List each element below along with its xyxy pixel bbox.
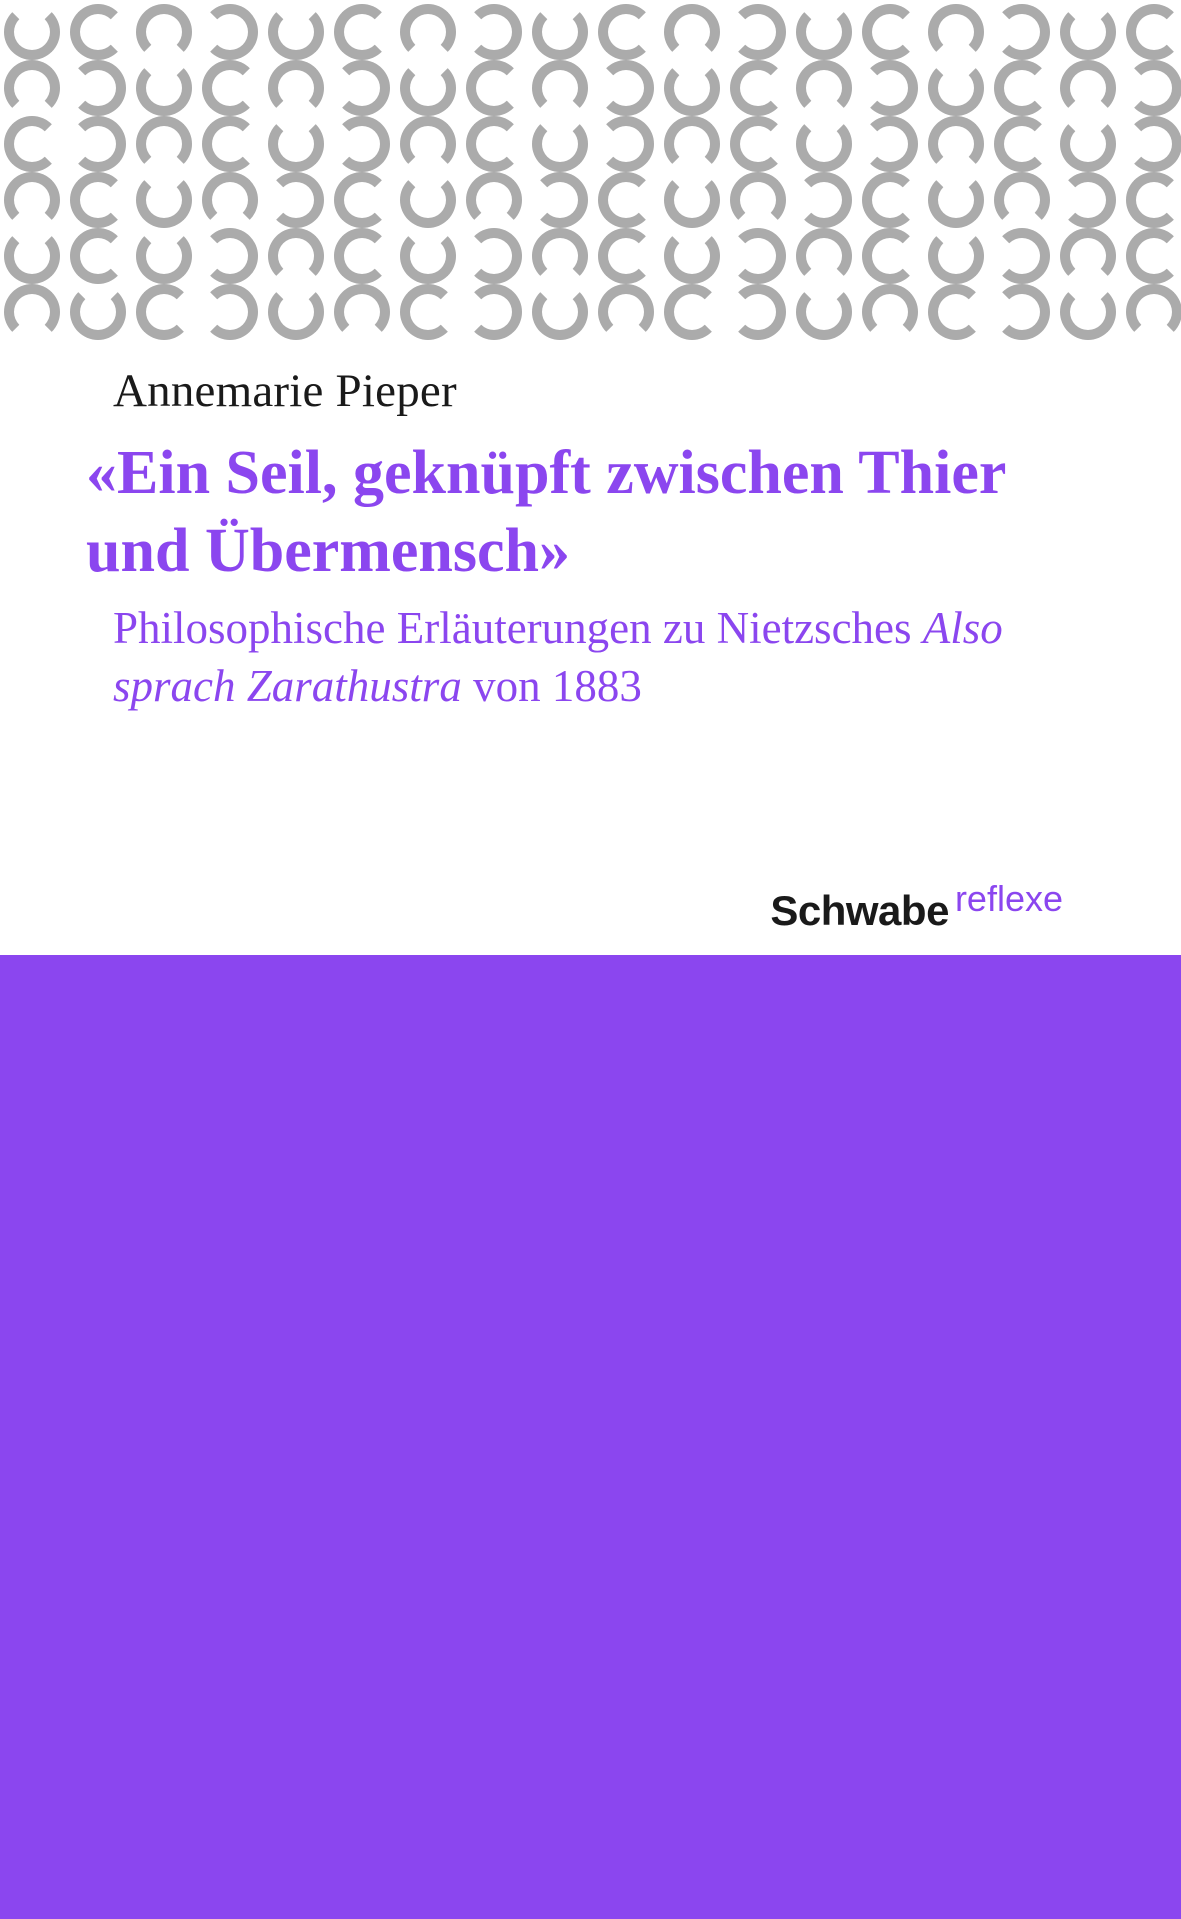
arc-glyph-icon bbox=[792, 56, 848, 112]
arc-glyph-icon bbox=[330, 112, 386, 168]
arc-glyph-icon bbox=[858, 0, 914, 56]
arc-glyph-icon bbox=[66, 0, 122, 56]
pattern-row bbox=[0, 0, 1181, 56]
cover-text-area bbox=[0, 340, 1181, 955]
arc-glyph-icon bbox=[396, 0, 452, 56]
arc-glyph-icon bbox=[66, 224, 122, 280]
arc-glyph-icon bbox=[924, 0, 980, 56]
series-name: reflexe bbox=[954, 878, 1063, 919]
arc-glyph-icon bbox=[990, 168, 1046, 224]
arc-glyph-icon bbox=[0, 168, 56, 224]
pattern-row bbox=[0, 56, 1181, 112]
arc-glyph-icon bbox=[330, 280, 386, 336]
arc-glyph-icon bbox=[858, 168, 914, 224]
publisher-logo bbox=[770, 878, 1063, 935]
arc-glyph-icon bbox=[66, 112, 122, 168]
arc-glyph-icon bbox=[396, 224, 452, 280]
pattern-row bbox=[0, 224, 1181, 280]
subtitle-part-two: von 1883 bbox=[461, 660, 642, 711]
arc-glyph-icon bbox=[462, 280, 518, 336]
pattern-row bbox=[0, 280, 1181, 336]
arc-glyph-icon bbox=[462, 112, 518, 168]
arc-glyph-icon bbox=[528, 280, 584, 336]
arc-glyph-icon bbox=[264, 168, 320, 224]
arc-glyph-icon bbox=[792, 0, 848, 56]
arc-glyph-icon bbox=[132, 224, 188, 280]
arc-glyph-icon bbox=[132, 0, 188, 56]
arc-glyph-icon bbox=[66, 56, 122, 112]
arc-glyph-icon bbox=[462, 0, 518, 56]
arc-glyph-icon bbox=[594, 0, 650, 56]
referenced-work-title: Also sprach Zarathustra bbox=[113, 603, 1003, 711]
book-subtitle bbox=[113, 600, 1103, 715]
arc-glyph-icon bbox=[198, 56, 254, 112]
arc-glyph-icon bbox=[726, 0, 782, 56]
arc-glyph-icon bbox=[594, 168, 650, 224]
arc-glyph-icon bbox=[792, 224, 848, 280]
arc-glyph-icon bbox=[924, 168, 980, 224]
arc-glyph-icon bbox=[462, 56, 518, 112]
publisher-name: Schwabe bbox=[770, 887, 949, 934]
arc-glyph-icon bbox=[792, 280, 848, 336]
arc-glyph-icon bbox=[660, 168, 716, 224]
arc-glyph-icon bbox=[594, 56, 650, 112]
arc-glyph-icon bbox=[0, 112, 56, 168]
arc-glyph-icon bbox=[132, 56, 188, 112]
arc-glyph-icon bbox=[1122, 168, 1178, 224]
arc-glyph-icon bbox=[396, 168, 452, 224]
arc-glyph-icon bbox=[528, 224, 584, 280]
arc-glyph-icon bbox=[132, 168, 188, 224]
arc-glyph-icon bbox=[792, 112, 848, 168]
arc-glyph-icon bbox=[198, 224, 254, 280]
arc-glyph-icon bbox=[726, 112, 782, 168]
arc-glyph-icon bbox=[660, 56, 716, 112]
arc-glyph-icon bbox=[396, 280, 452, 336]
arc-glyph-icon bbox=[858, 112, 914, 168]
arc-glyph-icon bbox=[726, 56, 782, 112]
arc-glyph-icon bbox=[1056, 280, 1112, 336]
arc-glyph-icon bbox=[660, 112, 716, 168]
arc-glyph-icon bbox=[726, 168, 782, 224]
arc-glyph-icon bbox=[528, 0, 584, 56]
arc-glyph-icon bbox=[990, 280, 1046, 336]
arc-glyph-icon bbox=[990, 224, 1046, 280]
arc-glyph-icon bbox=[396, 112, 452, 168]
arc-glyph-icon bbox=[1122, 112, 1178, 168]
arc-glyph-icon bbox=[792, 168, 848, 224]
arc-glyph-icon bbox=[132, 280, 188, 336]
arc-glyph-icon bbox=[264, 0, 320, 56]
arc-glyph-icon bbox=[1056, 112, 1112, 168]
author-name: Annemarie Pieper bbox=[113, 365, 457, 417]
arc-glyph-icon bbox=[924, 56, 980, 112]
arc-glyph-icon bbox=[0, 56, 56, 112]
arc-glyph-icon bbox=[858, 280, 914, 336]
arc-glyph-icon bbox=[1056, 0, 1112, 56]
arc-glyph-icon bbox=[0, 0, 56, 56]
arc-glyph-icon bbox=[1122, 280, 1178, 336]
arc-glyph-icon bbox=[264, 280, 320, 336]
arc-glyph-icon bbox=[990, 112, 1046, 168]
arc-glyph-icon bbox=[1122, 0, 1178, 56]
arc-glyph-icon bbox=[528, 56, 584, 112]
arc-glyph-icon bbox=[330, 224, 386, 280]
arc-glyph-icon bbox=[594, 280, 650, 336]
arc-glyph-icon bbox=[1122, 224, 1178, 280]
arc-glyph-icon bbox=[330, 56, 386, 112]
arc-glyph-icon bbox=[66, 168, 122, 224]
arc-glyph-icon bbox=[462, 168, 518, 224]
arc-glyph-icon bbox=[330, 0, 386, 56]
pattern-row bbox=[0, 168, 1181, 224]
arc-glyph-icon bbox=[660, 224, 716, 280]
book-title: «Ein Seil, geknüpft zwischen Thier und Übermensch» bbox=[86, 439, 1006, 585]
subtitle-part-one: Philosophische Erläuterungen zu Nietzsches bbox=[113, 603, 923, 653]
arc-glyph-icon bbox=[1056, 224, 1112, 280]
arc-glyph-icon bbox=[264, 56, 320, 112]
arc-glyph-icon bbox=[462, 224, 518, 280]
arc-glyph-icon bbox=[528, 112, 584, 168]
arc-glyph-icon bbox=[858, 56, 914, 112]
arc-glyph-icon bbox=[924, 112, 980, 168]
cover-pattern-band bbox=[0, 0, 1181, 340]
arc-glyph-icon bbox=[0, 224, 56, 280]
arc-glyph-icon bbox=[528, 168, 584, 224]
arc-glyph-icon bbox=[726, 224, 782, 280]
arc-glyph-icon bbox=[330, 168, 386, 224]
arc-glyph-icon bbox=[594, 112, 650, 168]
arc-glyph-icon bbox=[198, 0, 254, 56]
arc-glyph-icon bbox=[924, 224, 980, 280]
arc-glyph-icon bbox=[990, 56, 1046, 112]
arc-glyph-icon bbox=[198, 280, 254, 336]
arc-glyph-icon bbox=[594, 224, 650, 280]
arc-glyph-icon bbox=[66, 280, 122, 336]
pattern-row bbox=[0, 112, 1181, 168]
arc-glyph-icon bbox=[858, 224, 914, 280]
arc-glyph-icon bbox=[198, 168, 254, 224]
arc-glyph-icon bbox=[264, 224, 320, 280]
arc-glyph-icon bbox=[198, 112, 254, 168]
arc-glyph-icon bbox=[990, 0, 1046, 56]
arc-glyph-icon bbox=[660, 0, 716, 56]
arc-glyph-icon bbox=[726, 280, 782, 336]
arc-glyph-icon bbox=[0, 280, 56, 336]
arc-glyph-icon bbox=[396, 56, 452, 112]
arc-glyph-icon bbox=[924, 280, 980, 336]
arc-glyph-icon bbox=[264, 112, 320, 168]
arc-glyph-icon bbox=[1122, 56, 1178, 112]
arc-glyph-icon bbox=[1056, 168, 1112, 224]
arc-glyph-icon bbox=[132, 112, 188, 168]
arc-glyph-icon bbox=[660, 280, 716, 336]
arc-glyph-icon bbox=[1056, 56, 1112, 112]
cover-color-block bbox=[0, 955, 1181, 1919]
